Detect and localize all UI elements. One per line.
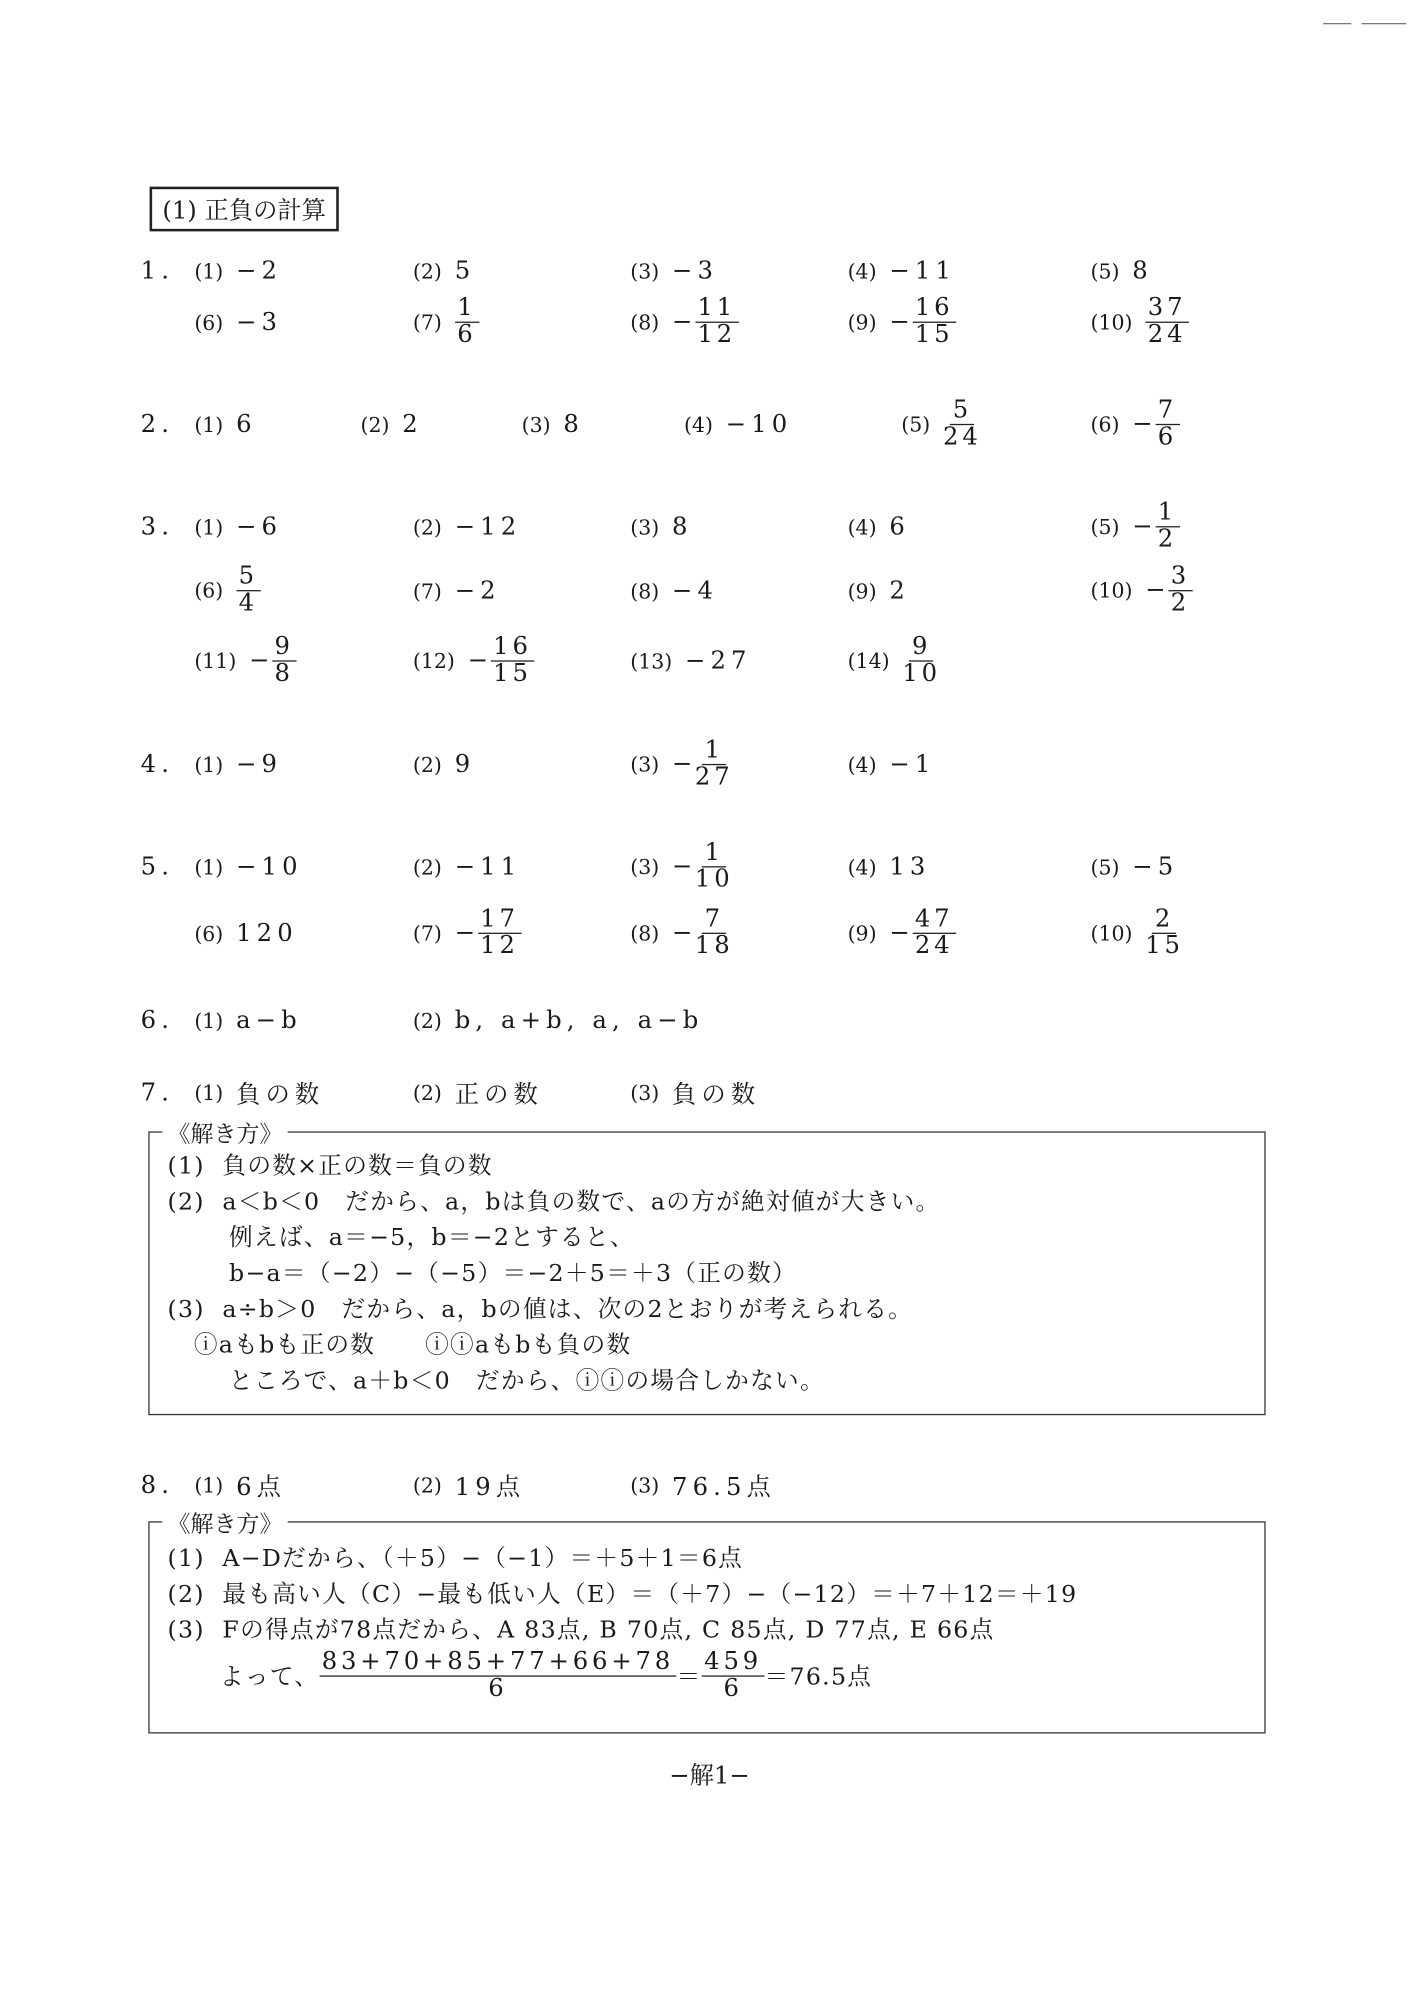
item-label: (6) (194, 310, 224, 335)
item-label: (2) (412, 1008, 442, 1033)
answer-value: −27 (685, 646, 752, 675)
numerator: 1 (702, 738, 726, 765)
item-label: (10) (1090, 310, 1133, 335)
denominator: 15 (914, 320, 954, 349)
denominator: 10 (694, 864, 734, 893)
item-label: (2) (412, 1473, 442, 1498)
item-label: (2) (360, 412, 390, 437)
numerator: 7 (1155, 398, 1179, 425)
denominator: 6 (457, 320, 477, 349)
item-label: (1) (194, 412, 224, 437)
item-label: (12) (412, 648, 455, 674)
fraction (1155, 395, 1179, 451)
answer-item (413, 1006, 703, 1034)
answer-item (630, 838, 734, 893)
page-number: −解1− (669, 1761, 750, 1790)
numerator: 11 (695, 296, 739, 323)
equals: ＝ (676, 1664, 702, 1692)
answer-value (1132, 395, 1179, 451)
denominator: 6 (1157, 422, 1178, 451)
item-label: (5) (1090, 854, 1120, 879)
answer-item (630, 735, 734, 791)
solution-title: 《解き方》 (162, 1506, 287, 1539)
numerator: 47 (912, 907, 956, 934)
item-label: (14) (847, 648, 890, 674)
item-label: (1) (194, 258, 224, 284)
answer-item (194, 410, 256, 438)
answer-value: 13 (889, 852, 931, 881)
answer-value: −10 (236, 852, 303, 881)
answer-item (630, 904, 734, 960)
fraction (455, 293, 479, 349)
answer-value (943, 395, 982, 451)
answer-value (454, 904, 522, 960)
answer-value: 19点 (454, 1473, 526, 1502)
answer-item (847, 904, 956, 960)
item-label: (7) (412, 578, 442, 603)
solution-line: (3) Fの得点が78点だから、A 83点, B 70点, C 85点, D 77点, E 66点 (167, 1617, 995, 1645)
minus-sign: − (672, 919, 693, 948)
answer-item (412, 293, 479, 349)
answer-value (1145, 904, 1184, 960)
answer-value (672, 293, 739, 349)
item-label: (1) (194, 514, 224, 539)
item-label: (10) (1090, 578, 1133, 603)
answer-value: −11 (454, 852, 522, 881)
numerator: 3 (1168, 564, 1192, 591)
answer-item (194, 919, 297, 947)
numerator: 2 (1152, 907, 1176, 934)
denominator: 10 (902, 659, 941, 688)
answer-value: −1 (889, 750, 936, 779)
answer-value: 6 (889, 512, 910, 541)
answer-value: 5 (454, 256, 476, 286)
minus-sign: − (672, 750, 693, 779)
answer-item (848, 853, 931, 881)
denominator: 18 (694, 931, 734, 960)
numerator: 16 (912, 296, 956, 323)
answer-value (1145, 293, 1189, 349)
solution-line: (1) 負の数×正の数＝負の数 (167, 1153, 493, 1180)
solution-line-final (219, 1647, 873, 1703)
item-label: (1) (194, 1008, 224, 1033)
minus-sign: − (454, 919, 476, 948)
numerator: 5 (950, 398, 974, 425)
denominator: 24 (943, 422, 982, 451)
fraction (1168, 561, 1192, 617)
answer-value: a−b (236, 1006, 302, 1035)
answer-item (413, 750, 475, 778)
answer-item (630, 293, 738, 349)
fraction (902, 632, 941, 688)
answer-value: 8 (672, 512, 693, 541)
sum-fraction (319, 1647, 677, 1703)
solution-line: (2) a＜b＜0 だから、a，bは負の数で、aの方が絶対値が大きい。 (167, 1188, 941, 1216)
problem-number: 5. (140, 852, 175, 881)
answer-item (413, 1076, 543, 1111)
problem-number: 6. (140, 1006, 175, 1035)
fraction (943, 395, 982, 451)
item-label: (4) (847, 258, 877, 284)
item-label: (3) (630, 258, 660, 284)
answer-item (194, 1006, 302, 1034)
answer-value (889, 904, 956, 960)
answer-item (412, 904, 521, 960)
answer-item (413, 513, 521, 541)
answer-value (455, 293, 479, 349)
item-label: (4) (847, 854, 877, 879)
item-label: (1) (194, 1080, 224, 1106)
item-label: (3) (630, 1473, 660, 1498)
answer-value: 9 (454, 750, 476, 779)
fraction (912, 293, 956, 349)
numerator: 16 (491, 635, 535, 662)
fraction (478, 904, 522, 960)
minus-sign: − (672, 308, 693, 337)
answer-item (194, 561, 260, 617)
answer-item (848, 750, 936, 778)
problem-number: 2. (140, 410, 175, 439)
solution-box-7 (148, 1121, 1265, 1415)
answer-value: 2 (402, 410, 423, 439)
fraction (272, 632, 296, 688)
numerator: 7 (702, 907, 726, 934)
denominator: 2 (1170, 588, 1191, 617)
numerator: 459 (702, 1650, 765, 1677)
item-label: (1) (194, 752, 224, 777)
denominator: 4 (238, 588, 258, 617)
denominator: 12 (697, 320, 737, 349)
answer-value: b, a+b, a, a−b (454, 1006, 704, 1035)
answer-value: 76.5点 (672, 1473, 776, 1502)
minus-sign: − (249, 646, 270, 675)
answer-value: 2 (889, 576, 910, 605)
item-label: (3) (630, 514, 660, 539)
answer-item (847, 632, 941, 688)
answer-value: −10 (725, 410, 793, 439)
answer-value: 8 (563, 410, 584, 439)
denominator: 27 (694, 762, 734, 791)
fraction (1145, 904, 1184, 960)
denominator: 15 (493, 659, 532, 688)
item-label: (6) (1090, 412, 1120, 437)
item-label: (1) (194, 1473, 224, 1498)
item-label: (3) (630, 752, 660, 777)
solution-line: ところで、a＋b＜0 だから、ⓘⓘの場合しかない。 (167, 1367, 825, 1395)
answer-item (194, 1076, 324, 1111)
fraction (1145, 293, 1189, 349)
denominator: 6 (723, 1674, 743, 1703)
item-label: (9) (847, 310, 877, 335)
answer-item (194, 513, 282, 541)
answer-item (194, 1468, 286, 1503)
answer-value: 負の数 (672, 1080, 761, 1110)
answer-value: −4 (672, 576, 719, 605)
numerator: 1 (702, 841, 726, 868)
numerator: 83+70+85+77+66+78 (319, 1650, 677, 1677)
answer-item (413, 257, 475, 285)
denominator: 6 (488, 1674, 508, 1703)
solution-line: 例えば、a＝−5，b＝−2とすると、 (167, 1224, 635, 1252)
answer-value: 負の数 (236, 1080, 325, 1110)
answer-item (194, 750, 282, 778)
total-fraction (702, 1647, 765, 1703)
solution-title: 《解き方》 (162, 1116, 287, 1149)
numerator: 9 (272, 635, 296, 662)
answer-item (630, 1468, 776, 1503)
item-label: (5) (1090, 514, 1120, 539)
answer-value: −11 (889, 256, 956, 286)
answer-value: 8 (1132, 256, 1153, 286)
item-label: (5) (1090, 258, 1120, 284)
answer-value (1132, 498, 1179, 553)
answer-item (361, 410, 423, 438)
item-label: (4) (847, 514, 877, 539)
solution-line: (2) 最も高い人（C）−最も低い人（E）＝（＋7）−（−12）＝＋7＋12＝＋19 (167, 1581, 1078, 1609)
answer-item (1090, 293, 1188, 349)
item-label: (8) (630, 310, 660, 335)
answer-item (194, 257, 282, 285)
fraction (695, 293, 739, 349)
answer-value (236, 561, 260, 617)
answer-item (1090, 257, 1152, 285)
item-label: (8) (630, 578, 660, 603)
answer-item (901, 395, 982, 451)
answer-item (630, 513, 692, 541)
item-label: (7) (412, 310, 442, 335)
answer-value (467, 632, 535, 688)
minus-sign: − (889, 308, 910, 337)
answer-item (630, 647, 751, 675)
answer-value: −6 (236, 512, 283, 541)
section-heading: (1) 正負の計算 (150, 187, 339, 232)
item-label: (6) (194, 578, 224, 603)
item-label: (4) (847, 752, 877, 777)
item-label: (8) (630, 921, 660, 946)
answer-value (672, 735, 734, 791)
item-label: (2) (412, 514, 442, 539)
answer-item (630, 577, 718, 605)
fraction (694, 904, 734, 960)
denominator: 8 (274, 659, 294, 688)
solution-box-8 (148, 1511, 1265, 1733)
solution-line: ⓘaもbも正の数 ⓘⓘaもbも負の数 (167, 1332, 632, 1359)
minus-sign: − (889, 919, 910, 948)
fraction (912, 904, 956, 960)
answer-value (1145, 561, 1192, 617)
answer-item (1090, 395, 1179, 451)
answer-value: −3 (672, 256, 719, 286)
answer-value (249, 632, 296, 688)
fraction (694, 838, 734, 893)
minus-sign: − (1132, 512, 1153, 541)
item-label: (9) (847, 921, 877, 946)
minus-sign: − (1145, 576, 1166, 605)
answer-item (684, 410, 792, 438)
item-label: (2) (412, 258, 442, 284)
answer-item (413, 577, 501, 605)
answer-item (848, 513, 910, 541)
answer-item (1090, 853, 1178, 881)
numerator: 17 (478, 907, 522, 934)
minus-sign: − (467, 646, 489, 675)
final-result: ＝76.5点 (764, 1664, 873, 1692)
answer-value: 6点 (236, 1473, 287, 1502)
minus-sign: − (672, 852, 693, 881)
item-label: (3) (630, 854, 660, 879)
fraction (1155, 498, 1179, 553)
item-label: (2) (412, 854, 442, 879)
fraction (236, 561, 260, 617)
item-label: (6) (194, 921, 224, 946)
item-label: (3) (630, 1080, 660, 1106)
numerator: 1 (455, 296, 479, 323)
problem-number: 1. (140, 256, 175, 286)
answer-value: −2 (236, 256, 283, 286)
answer-item (1090, 561, 1192, 617)
answer-item (194, 853, 302, 881)
answer-item (522, 410, 584, 438)
numerator: 9 (909, 635, 933, 662)
denominator: 12 (480, 931, 519, 960)
problem-number: 8. (140, 1471, 175, 1500)
answer-value (902, 632, 941, 688)
item-label: (10) (1090, 921, 1133, 946)
problem-number: 3. (140, 512, 175, 541)
answer-item (412, 632, 534, 688)
answer-item (194, 632, 296, 688)
answer-value: 120 (236, 919, 298, 948)
item-label: (1) (194, 854, 224, 879)
answer-item (847, 293, 956, 349)
item-label: (3) (521, 412, 551, 437)
denominator: 15 (1145, 931, 1184, 960)
answer-item (413, 1468, 525, 1503)
denominator: 2 (1157, 524, 1178, 553)
denominator: 24 (1147, 320, 1187, 349)
denominator: 24 (914, 931, 954, 960)
item-label: (9) (847, 578, 877, 603)
item-label: (7) (412, 921, 442, 946)
answer-item (194, 308, 282, 336)
solution-line: (3) a÷b＞0 だから、a，bの値は、次の2とおりが考えられる。 (167, 1296, 914, 1324)
problem-number: 4. (140, 750, 175, 779)
solution-line: b−a＝（−2）−（−5）＝−2＋5＝＋3（正の数） (167, 1260, 797, 1288)
fraction (694, 735, 734, 791)
answer-value: 6 (236, 410, 257, 439)
numerator: 1 (1155, 501, 1179, 528)
scan-mark (1323, 23, 1351, 24)
answer-item (848, 257, 956, 285)
answer-value (672, 904, 734, 960)
answer-value (889, 293, 956, 349)
answer-item (848, 577, 910, 605)
answer-item (1090, 904, 1184, 960)
answer-item (630, 1076, 760, 1111)
final-prefix: よって、 (219, 1664, 320, 1692)
answer-value: −2 (454, 576, 501, 605)
solution-line: (1) A−Dだから、（＋5）−（−1）＝＋5＋1＝6点 (167, 1545, 744, 1573)
problem-number: 7. (140, 1078, 175, 1108)
answer-value: −12 (454, 512, 522, 541)
answer-value: 正の数 (454, 1080, 543, 1110)
answer-value: −3 (236, 308, 283, 337)
item-label: (5) (901, 412, 931, 437)
answer-item (413, 853, 521, 881)
item-label: (4) (683, 412, 713, 437)
item-label: (2) (412, 752, 442, 777)
answer-value: −5 (1132, 852, 1179, 881)
item-label: (13) (630, 648, 673, 674)
numerator: 37 (1145, 296, 1189, 323)
minus-sign: − (1132, 410, 1153, 439)
fraction (491, 632, 535, 688)
answer-item (1090, 498, 1179, 553)
item-label: (11) (194, 648, 237, 674)
numerator: 5 (236, 564, 260, 591)
answer-item (630, 257, 718, 285)
item-label: (2) (412, 1080, 442, 1106)
scan-mark (1361, 23, 1406, 24)
answer-value (672, 838, 734, 893)
answer-value: −9 (236, 750, 283, 779)
